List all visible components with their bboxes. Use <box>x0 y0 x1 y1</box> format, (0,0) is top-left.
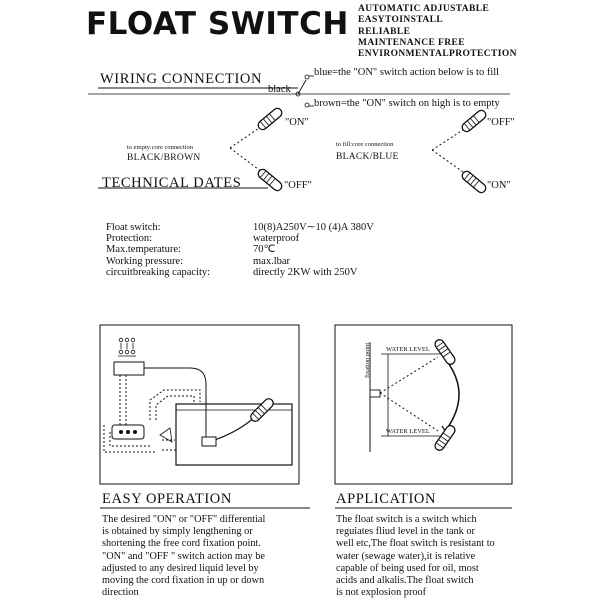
text-line: adjusted to any desired liquid level by <box>102 562 259 574</box>
brown-wire-note: brown=the "ON" switch on high is to empty <box>314 98 500 109</box>
text-line: well etc,The float switch is resistant to <box>336 538 495 550</box>
text-line: "ON" and "OFF " switch action may be <box>102 550 265 562</box>
spec-label: circuitbreaking capacity: <box>106 266 211 278</box>
product-title: FLOAT SWITCH <box>86 6 349 42</box>
fill-connection-caption: to fill:core connection <box>336 141 394 148</box>
application-heading: APPLICATION <box>336 491 437 507</box>
text-line: water (sewage water),it is relative <box>336 550 476 562</box>
feature-item: RELIABLE <box>358 26 411 37</box>
water-level-bottom-label: WATER LEVEL <box>386 428 430 435</box>
spec-value: 70℃ <box>253 244 276 256</box>
wiring-heading: WIRING CONNECTION <box>100 71 263 87</box>
right-bottom-state: "ON" <box>487 180 511 191</box>
easy-operation-text <box>102 514 310 599</box>
easy-operation-diagram <box>100 325 299 484</box>
spec-label: Protection: <box>106 233 153 245</box>
application-text <box>336 514 512 599</box>
left-float-bottom <box>256 168 283 193</box>
switch-brown-terminal <box>305 103 309 107</box>
feature-item: ENVIRONMENTALPROTECTION <box>358 49 517 60</box>
spec-label: Working pressure: <box>106 255 184 267</box>
left-top-state: "ON" <box>285 117 309 128</box>
switch-blade <box>298 80 306 94</box>
black-wire-label: black <box>268 84 291 95</box>
right-float-top <box>460 109 487 134</box>
text-line: is obtained by simply lengthening or <box>102 526 253 538</box>
text-line: reguiates fliud level in the tank or <box>336 526 475 538</box>
right-top-state: "OFF" <box>487 117 515 128</box>
spec-value: directly 2KW with 250V <box>253 266 358 278</box>
left-bottom-state: "OFF" <box>284 180 312 191</box>
text-line: is not explosion proof <box>336 587 427 599</box>
text-line: shortening the free cord fixation point. <box>102 538 261 550</box>
left-float-top <box>256 107 283 132</box>
spec-value: waterproof <box>253 233 300 245</box>
feature-item: EASYTOINSTALL <box>358 15 444 26</box>
water-level-top-label: WATER LEVEL <box>386 346 430 353</box>
text-line: The float switch is a switch which <box>336 514 477 525</box>
spec-value: max.lbar <box>253 255 291 267</box>
spec-values <box>253 222 374 278</box>
text-line: moving the cord fixation in up or down <box>102 575 265 587</box>
empty-connection-caption: to empty:core connection <box>127 144 194 151</box>
text-line: acids and alkalis.The float switch <box>336 575 474 587</box>
text-line: capable of being used for oil, most <box>336 562 479 574</box>
spec-label: Float switch: <box>106 222 161 233</box>
fixation-point-label: fixation point <box>364 342 371 378</box>
easy-operation-heading: EASY OPERATION <box>102 491 232 507</box>
text-line: The desired "ON" or "OFF" differential <box>102 514 266 525</box>
fill-connection-wires: BLACK/BLUE <box>336 152 399 162</box>
spec-labels <box>106 222 210 278</box>
switch-blue-terminal <box>305 75 309 79</box>
right-float-bottom <box>460 170 487 195</box>
spec-label: Max.temperature: <box>106 244 181 256</box>
blue-wire-note: blue=the "ON" switch action below is to fill <box>314 67 500 78</box>
text-line: direction <box>102 587 139 599</box>
empty-connection-wires: BLACK/BROWN <box>127 153 201 163</box>
spec-value: 10(8)A250V∼10 (4)A 380V <box>253 222 374 233</box>
feature-item: AUTOMATIC ADJUSTABLE <box>358 4 490 14</box>
technical-heading: TECHNICAL DATES <box>102 175 242 191</box>
feature-item: MAINTENANCE FREE <box>358 37 465 48</box>
